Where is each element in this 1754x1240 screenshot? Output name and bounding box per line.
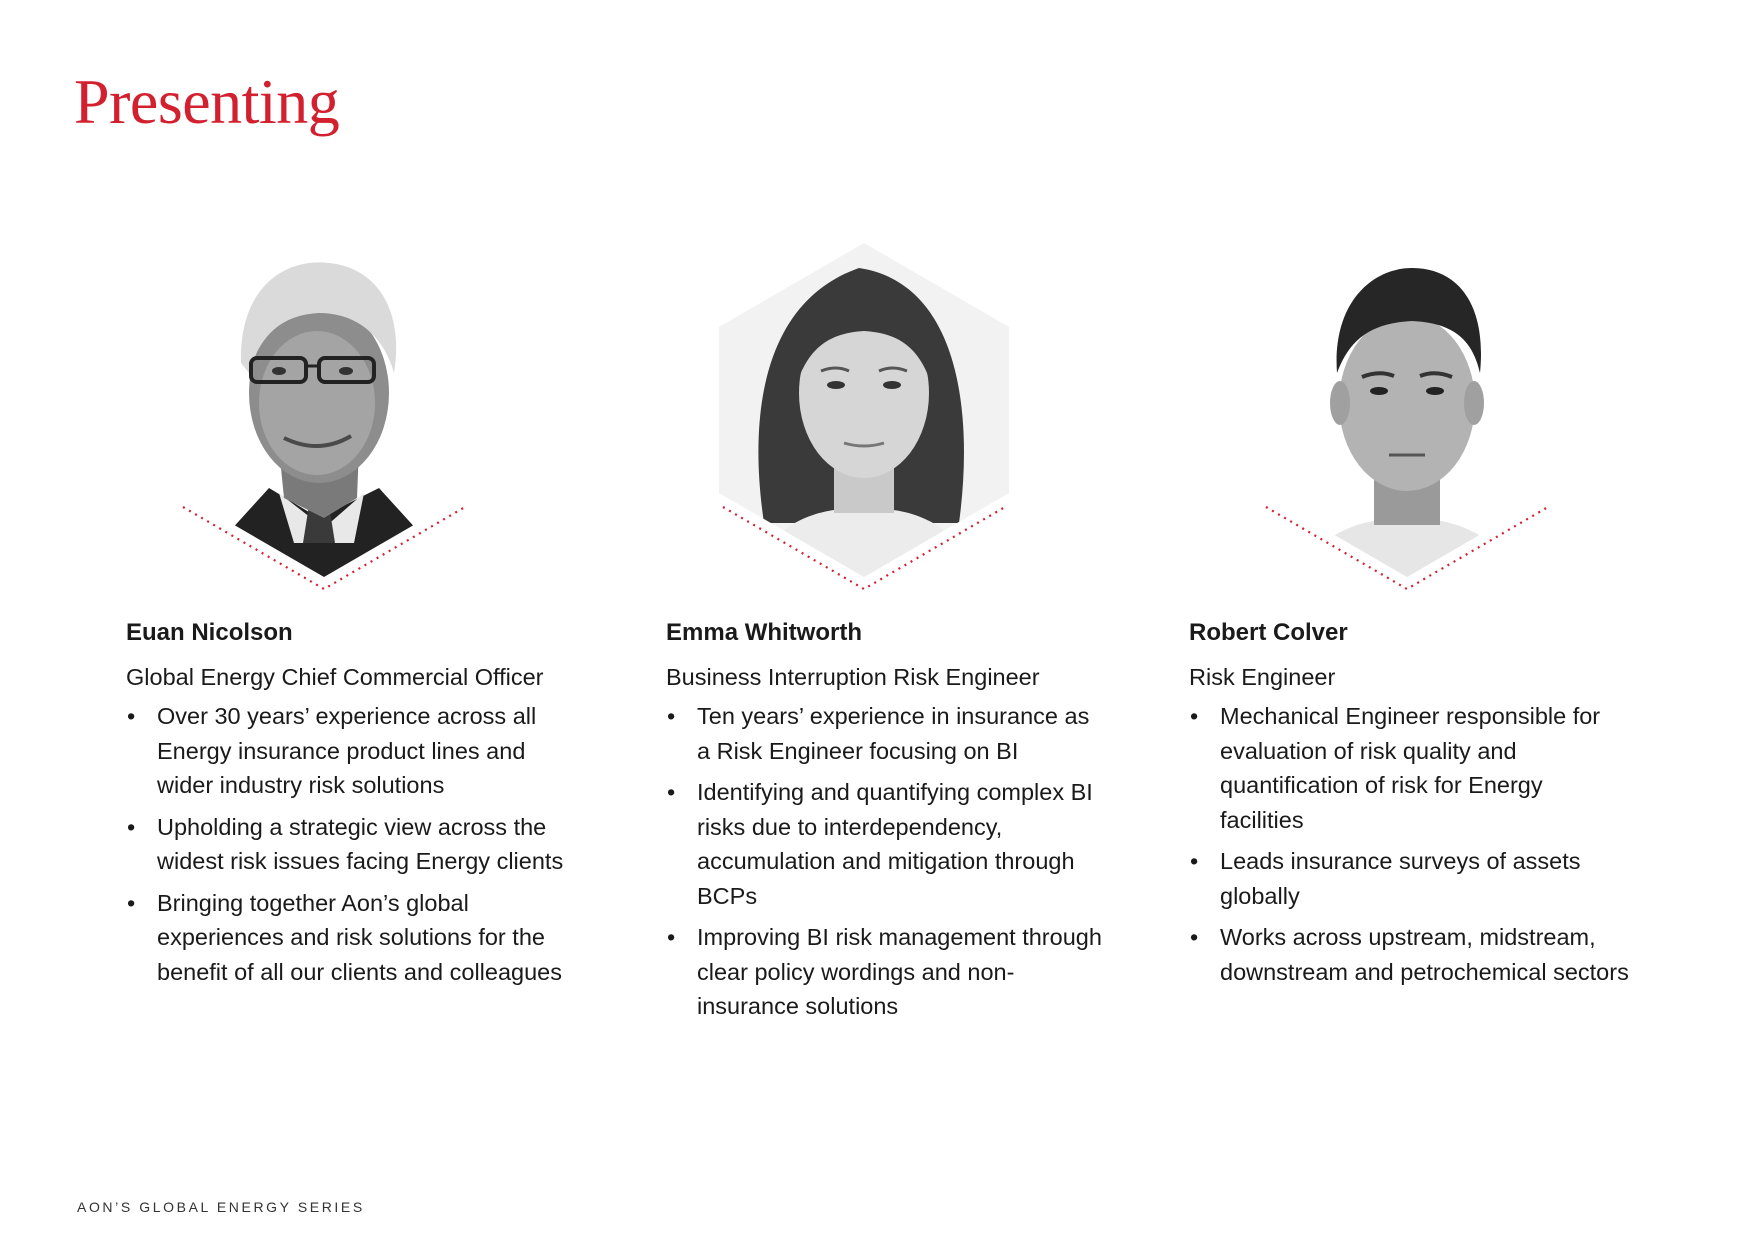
bullet-item: • Identifying and quantifying complex BI risks due to interdependency, accumulation and mitigation through BCPs <box>666 775 1106 913</box>
presenter-euan-nicolson <box>126 617 566 996</box>
portrait-photo-icon <box>719 243 1009 603</box>
bullet-item: • Over 30 years’ experience across all Energy insurance product lines and wider industry risk solutions <box>126 699 566 803</box>
presenter-bullets <box>126 699 566 989</box>
bullet-item: • Ten years’ experience in insurance as a Risk Engineer focusing on BI <box>666 699 1106 768</box>
presenter-photo-emma-whitworth <box>719 243 1009 603</box>
presenter-name: Euan Nicolson <box>126 619 293 646</box>
bullet-item: • Leads insurance surveys of assets globally <box>1189 844 1629 913</box>
presenter-robert-colver <box>1189 617 1629 996</box>
presenter-photo-robert-colver <box>1262 243 1552 603</box>
bullet-item: • Upholding a strategic view across the widest risk issues facing Energy clients <box>126 810 566 879</box>
presenter-role: Business Interruption Risk Engineer <box>666 664 1040 690</box>
presenter-name: Robert Colver <box>1189 619 1348 646</box>
portrait-photo-icon <box>179 243 469 603</box>
presenter-photo-euan-nicolson <box>179 243 469 603</box>
presenter-emma-whitworth <box>666 617 1106 1031</box>
presenter-role: Global Energy Chief Commercial Officer <box>126 664 544 690</box>
bullet-item: • Bringing together Aon’s global experiences and risk solutions for the benefit of all our clients and colleagues <box>126 886 566 990</box>
portrait-photo-icon <box>1262 243 1552 603</box>
footer-series-label: AON’S GLOBAL ENERGY SERIES <box>77 1199 365 1215</box>
bullet-item: • Mechanical Engineer responsible for evaluation of risk quality and quantification of risk for Energy facilities <box>1189 699 1629 837</box>
presenter-role: Risk Engineer <box>1189 664 1336 690</box>
presenter-name: Emma Whitworth <box>666 619 862 646</box>
page-title: Presenting <box>74 66 340 137</box>
bullet-item: • Works across upstream, midstream, downstream and petrochemical sectors <box>1189 920 1629 989</box>
presenter-bullets <box>666 699 1106 1024</box>
bullet-item: • Improving BI risk management through clear policy wordings and non-insurance solutions <box>666 920 1106 1024</box>
presenter-bullets <box>1189 699 1629 989</box>
